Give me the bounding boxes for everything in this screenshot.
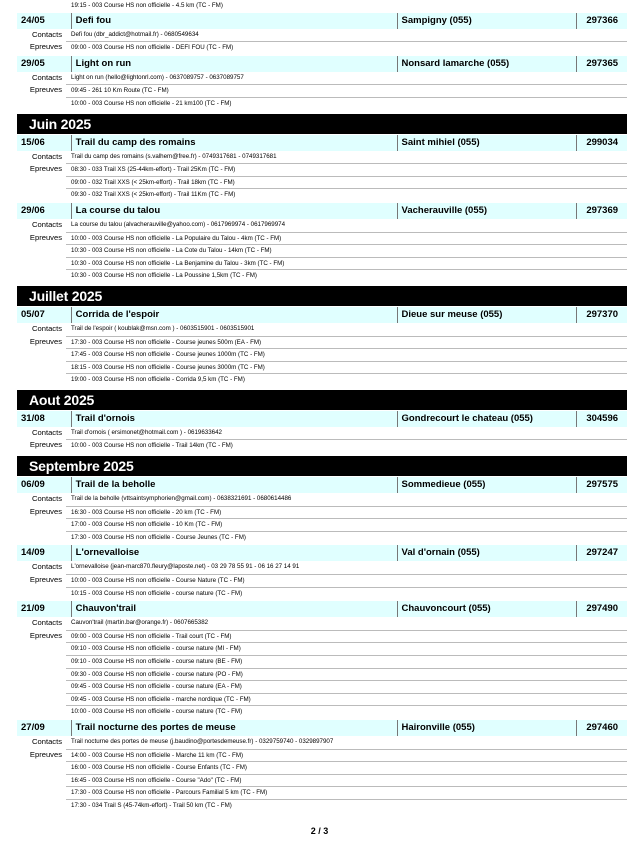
event-date: 29/05 [17, 56, 72, 72]
event-header-row [17, 545, 627, 561]
event-id: 297490 [586, 603, 619, 615]
event-header-row [17, 477, 627, 493]
event-block [17, 307, 627, 388]
event-date: 27/09 [17, 720, 72, 736]
epreuve-text: 10:30 - 003 Course HS non officielle - La Cote du Talou - 14km (TC - FM) [66, 244, 627, 257]
event-block [17, 545, 627, 601]
epreuve-text: 16:00 - 003 Course HS non officielle - Course Enfants (TC - FM) [66, 761, 627, 774]
epreuve-row [17, 361, 627, 374]
epreuves-label: Epreuves [29, 506, 62, 516]
event-location: Val d'ornain (055) [398, 545, 578, 561]
epreuve-text: 08:30 - 033 Trail XS (25-44km-effort) - Trail 25Km (TC - FM) [66, 163, 627, 176]
epreuve-row [17, 41, 627, 54]
epreuve-row [17, 668, 627, 681]
contact-text: L'ornevalloise (jean-marc870.fleury@laposte.net) - 03 29 78 55 91 - 06 16 27 14 91 [71, 563, 300, 571]
epreuve-row [17, 705, 627, 718]
event-id: 299034 [586, 136, 619, 148]
event-header-row [17, 135, 627, 151]
epreuve-text: 19:00 - 003 Course HS non officielle - Corrida 9,5 km (TC - FM) [66, 373, 627, 386]
epreuve-text: 10:30 - 003 Course HS non officielle - La Poussine 1,5km (TC - FM) [66, 269, 627, 282]
month-header: Septembre 2025 [17, 456, 627, 476]
epreuve-row [17, 518, 627, 531]
event-location: Vacherauville (055) [398, 203, 578, 219]
epreuve-text: 14:00 - 003 Course HS non officielle - Marche 11 km (TC - FM) [66, 749, 627, 762]
event-name: Chauvon'trail [72, 601, 398, 617]
epreuve-row [17, 587, 627, 600]
epreuve-row [17, 655, 627, 668]
event-id: 297575 [586, 479, 619, 491]
epreuve-row [17, 506, 627, 519]
contact-row [17, 561, 627, 574]
event-block [17, 56, 627, 112]
epreuves-label: Epreuves [29, 232, 62, 242]
contact-row [17, 72, 627, 85]
epreuve-text: 09:30 - 032 Trail XXS (< 25km-effort) - Trail 11Km (TC - FM) [66, 188, 627, 201]
event-header-row [17, 307, 627, 323]
epreuve-text: 17:00 - 003 Course HS non officielle - 10 Km (TC - FM) [66, 518, 627, 531]
epreuve-text: 09:10 - 003 Course HS non officielle - course nature (BE - FM) [66, 655, 627, 668]
epreuve-text: 09:00 - 032 Trail XXS (< 25km-effort) - Trail 18km (TC - FM) [66, 176, 627, 189]
epreuve-text: 09:45 - 003 Course HS non officielle - course nature (EA - FM) [66, 680, 627, 693]
epreuve-row [17, 642, 627, 655]
month-header: Juin 2025 [17, 114, 627, 134]
epreuve-text: 16:30 - 003 Course HS non officielle - 20 km (TC - FM) [66, 506, 627, 519]
contacts-label: Contacts [32, 494, 62, 504]
calendar-page [17, 0, 627, 814]
contacts-label: Contacts [32, 72, 62, 82]
event-date: 14/09 [17, 545, 72, 561]
contacts-label: Contacts [32, 323, 62, 333]
contact-row [17, 617, 627, 630]
event-name: Light on run [72, 56, 398, 72]
month-header: Aout 2025 [17, 390, 627, 410]
event-header-row [17, 13, 627, 29]
event-name: L'ornevalloise [72, 545, 398, 561]
epreuve-row [17, 84, 627, 97]
epreuve-row [17, 574, 627, 587]
event-name: Trail de la beholle [72, 477, 398, 493]
epreuve-row [17, 761, 627, 774]
contact-text: Trail du camp des romains (s.valhem@free.fr) - 0749317681 - 0749317681 [71, 152, 277, 160]
epreuve-text: 10:00 - 003 Course HS non officielle - Trail 14km (TC - FM) [66, 439, 627, 452]
contact-text: Defi fou (dbr_addict@hotmail.fr) - 0680549634 [71, 30, 199, 38]
contact-text: Trail de l'espoir ( koublak@msn.com ) - 0603515901 - 0603515901 [71, 324, 255, 332]
contact-text: Trail nocturne des portes de meuse (j.baudino@portesdemeuse.fr) - 0329759740 - 0329897907 [71, 737, 334, 745]
event-location: Gondrecourt le chateau (055) [398, 411, 578, 427]
epreuve-row [17, 373, 627, 386]
epreuve-row [17, 97, 627, 110]
contact-row [17, 736, 627, 749]
contact-row [17, 427, 627, 440]
event-block [17, 720, 627, 814]
contact-text: La course du talou (alvacherauville@yahoo.com) - 0617969974 - 0617969974 [71, 220, 286, 228]
event-id: 297365 [586, 57, 619, 69]
event-block [17, 477, 627, 545]
epreuve-text: 09:00 - 003 Course HS non officielle - DEFI FOU (TC - FM) [66, 41, 627, 54]
epreuve-row [17, 348, 627, 361]
event-id: 297247 [586, 547, 619, 559]
epreuve-row [17, 749, 627, 762]
event-id: 304596 [586, 412, 619, 424]
event-location: Chauvoncourt (055) [398, 601, 578, 617]
epreuves-label: Epreuves [29, 440, 62, 450]
epreuve-row [17, 244, 627, 257]
continued-epreuve-row [17, 0, 627, 13]
event-date: 21/09 [17, 601, 72, 617]
contact-text: Cauvon'trail (martin.bar@orange.fr) - 0607665382 [71, 619, 209, 627]
event-id: 297460 [586, 721, 619, 733]
event-name: Corrida de l'espoir [72, 307, 398, 323]
epreuve-text: 16:45 - 003 Course HS non officielle - Course "Ado" (TC - FM) [66, 774, 627, 787]
contact-row [17, 29, 627, 42]
event-block [17, 601, 627, 720]
epreuve-row [17, 269, 627, 282]
event-location: Sommedieue (055) [398, 477, 578, 493]
event-location: Haironville (055) [398, 720, 578, 736]
event-location: Dieue sur meuse (055) [398, 307, 578, 323]
epreuve-text: 10:00 - 003 Course HS non officielle - 21 km100 (TC - FM) [66, 97, 627, 110]
contact-row [17, 219, 627, 232]
epreuve-row [17, 439, 627, 452]
epreuve-text: 09:00 - 003 Course HS non officielle - Trail court (TC - FM) [66, 630, 627, 643]
event-name: Trail du camp des romains [72, 135, 398, 151]
event-id: 297370 [586, 308, 619, 320]
epreuve-text: 17:45 - 003 Course HS non officielle - Course jeunes 1000m (TC - FM) [66, 348, 627, 361]
event-id: 297366 [586, 14, 619, 26]
epreuve-row [17, 680, 627, 693]
contact-text: Light on run (hello@lightonrl.com) - 0637089757 - 0637089757 [71, 73, 244, 81]
epreuve-row [17, 693, 627, 706]
event-block [17, 135, 627, 203]
contacts-label: Contacts [32, 427, 62, 437]
event-location: Nonsard lamarche (055) [398, 56, 578, 72]
epreuve-text: 17:30 - 003 Course HS non officielle - Course Jeunes (TC - FM) [66, 531, 627, 544]
epreuve-text: 10:15 - 003 Course HS non officielle - course nature (TC - FM) [66, 587, 627, 600]
event-name: Trail nocturne des portes de meuse [72, 720, 398, 736]
event-location: Sampigny (055) [398, 13, 578, 29]
event-header-row [17, 56, 627, 72]
epreuve-row [17, 531, 627, 544]
contacts-label: Contacts [32, 219, 62, 229]
event-name: Trail d'ornois [72, 411, 398, 427]
epreuve-row [17, 799, 627, 812]
epreuve-row [17, 257, 627, 270]
epreuve-text: 09:10 - 003 Course HS non officielle - course nature (MI - FM) [66, 642, 627, 655]
epreuve-text: 19:15 - 003 Course HS non officielle - 4.5 km (TC - FM) [71, 2, 223, 9]
calendar-sections [17, 13, 627, 814]
event-date: 31/08 [17, 411, 72, 427]
epreuve-text: 10:00 - 003 Course HS non officielle - Course Nature (TC - FM) [66, 574, 627, 587]
epreuve-text: 10:30 - 003 Course HS non officielle - La Benjamine du Talou - 3km (TC - FM) [66, 257, 627, 270]
epreuves-label: Epreuves [29, 630, 62, 640]
epreuve-text: 10:00 - 003 Course HS non officielle - course nature (TC - FM) [66, 705, 627, 718]
event-name: La course du talou [72, 203, 398, 219]
contact-row [17, 323, 627, 336]
event-id: 297369 [586, 204, 619, 216]
epreuves-label: Epreuves [29, 575, 62, 585]
page-number: 2 / 3 [310, 826, 329, 836]
event-name: Defi fou [72, 13, 398, 29]
contacts-label: Contacts [32, 618, 62, 628]
event-header-row [17, 601, 627, 617]
epreuve-text: 09:45 - 261 10 Km Route (TC - FM) [66, 84, 627, 97]
epreuves-label: Epreuves [29, 164, 62, 174]
contact-row [17, 151, 627, 164]
contact-text: Trail de la beholle (vttsaintsymphorien@gmail.com) - 0638321691 - 0680614486 [71, 495, 292, 503]
epreuves-label: Epreuves [29, 749, 62, 759]
epreuve-text: 17:30 - 034 Trail S (45-74km-effort) - Trail 50 km (TC - FM) [66, 799, 627, 812]
epreuve-text: 09:30 - 003 Course HS non officielle - course nature (PO - FM) [66, 668, 627, 681]
event-date: 29/06 [17, 203, 72, 219]
event-date: 06/09 [17, 477, 72, 493]
event-header-row [17, 203, 627, 219]
epreuves-label: Epreuves [29, 85, 62, 95]
contacts-label: Contacts [32, 736, 62, 746]
epreuve-text: 10:00 - 003 Course HS non officielle - La Populaire du Talou - 4km (TC - FM) [66, 232, 627, 245]
epreuve-row [17, 188, 627, 201]
event-date: 05/07 [17, 307, 72, 323]
epreuve-row [17, 786, 627, 799]
event-block [17, 13, 627, 56]
event-header-row [17, 720, 627, 736]
contacts-label: Contacts [32, 562, 62, 572]
epreuve-row [17, 336, 627, 349]
contacts-label: Contacts [32, 151, 62, 161]
epreuves-label: Epreuves [29, 42, 62, 52]
epreuve-row [17, 176, 627, 189]
epreuves-label: Epreuves [29, 336, 62, 346]
event-block [17, 203, 627, 284]
contacts-label: Contacts [32, 29, 62, 39]
contact-row [17, 493, 627, 506]
epreuve-row [17, 232, 627, 245]
epreuve-row [17, 163, 627, 176]
epreuve-row [17, 774, 627, 787]
event-location: Saint mihiel (055) [398, 135, 578, 151]
event-date: 15/06 [17, 135, 72, 151]
event-header-row [17, 411, 627, 427]
epreuve-text: 09:45 - 003 Course HS non officielle - marche nordique (TC - FM) [66, 693, 627, 706]
contact-text: Trail d'ornois ( ersimonet@hotmail.com ) - 0619633642 [71, 428, 222, 436]
event-date: 24/05 [17, 13, 72, 29]
epreuve-text: 18:15 - 003 Course HS non officielle - Course jeunes 3000m (TC - FM) [66, 361, 627, 374]
epreuve-text: 17:30 - 003 Course HS non officielle - Course jeunes 500m (EA - FM) [66, 336, 627, 349]
month-header: Juillet 2025 [17, 286, 627, 306]
event-block [17, 411, 627, 454]
epreuve-row [17, 630, 627, 643]
epreuve-text: 17:30 - 003 Course HS non officielle - Parcours Familial 5 km (TC - FM) [66, 786, 627, 799]
